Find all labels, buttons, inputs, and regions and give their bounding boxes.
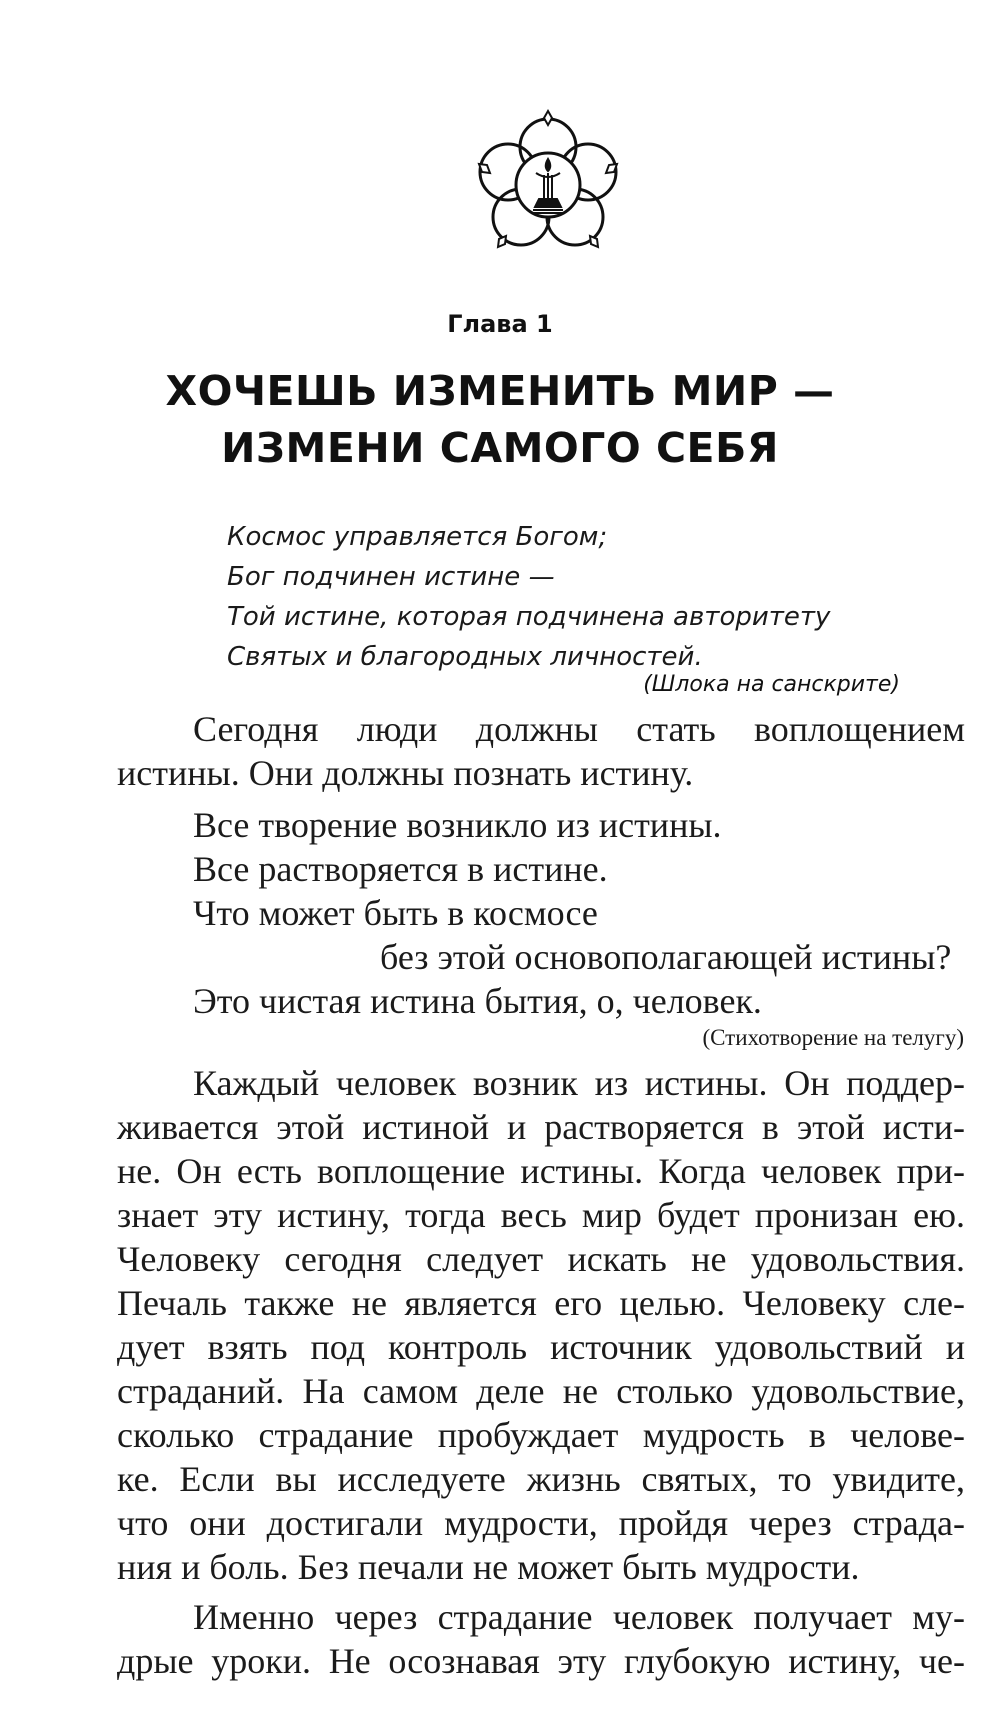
- poem-line: Это чистая истина бытия, о, человек.: [193, 981, 762, 1021]
- epigraph-source: (Шлока на санскрите): [643, 672, 900, 697]
- chapter-label: Глава 1: [447, 310, 553, 338]
- text-line: Каждый человек возник из истины. Он поддер-: [193, 1063, 965, 1103]
- chapter-title-line-2: ИЗМЕНИ САМОГО СЕБЯ: [221, 424, 779, 472]
- text-line: ния и боль. Без печали не может быть мудрости.: [117, 1547, 860, 1587]
- text-line: истины. Они должны познать истину.: [117, 753, 694, 793]
- text-line: сколько страдание пробуждает мудрость в челове-: [117, 1415, 965, 1455]
- epigraph-line: Той истине, которая подчинена авторитету: [227, 602, 831, 632]
- text-line: Печаль также не является его целью. Человеку сле-: [117, 1283, 965, 1323]
- text-line: живается этой истиной и растворяется в этой исти-: [117, 1107, 965, 1147]
- text-line: знает эту истину, тогда весь мир будет пронизан ею.: [117, 1195, 965, 1235]
- epigraph-line: Бог подчинен истине —: [227, 562, 555, 592]
- text-line: ке. Если вы исследуете жизнь святых, то увидите,: [117, 1459, 965, 1499]
- epigraph-line: Святых и благородных личностей.: [227, 642, 703, 672]
- text-line: Сегодня люди должны стать воплощением: [193, 709, 965, 749]
- text-line: Именно через страдание человек получает му-: [193, 1597, 965, 1637]
- poem-line: Все творение возникло из истины.: [193, 805, 722, 845]
- chapter-title-line-1: ХОЧЕШЬ ИЗМЕНИТЬ МИР —: [165, 367, 835, 415]
- lotus-lamp-icon: [463, 99, 633, 269]
- text-line: не. Он есть воплощение истины. Когда человек при-: [117, 1151, 965, 1191]
- text-line: что они достигали мудрости, пройдя через страда-: [117, 1503, 965, 1543]
- text-line: дрые уроки. Не осознавая эту глубокую истину, че-: [117, 1641, 965, 1681]
- epigraph-line: Космос управляется Богом;: [227, 522, 608, 552]
- poem-line: Все растворяется в истине.: [193, 849, 608, 889]
- text-line: Человеку сегодня следует искать не удовольствия.: [117, 1239, 965, 1279]
- text-line: дует взять под контроль источник удовольствий и: [117, 1327, 965, 1367]
- poem-line: без этой основополагающей истины?: [380, 937, 952, 977]
- poem-source: (Стихотворение на телугу): [702, 1025, 964, 1050]
- text-line: страданий. На самом деле не столько удовольствие,: [117, 1371, 965, 1411]
- poem-line: Что может быть в космосе: [193, 893, 598, 933]
